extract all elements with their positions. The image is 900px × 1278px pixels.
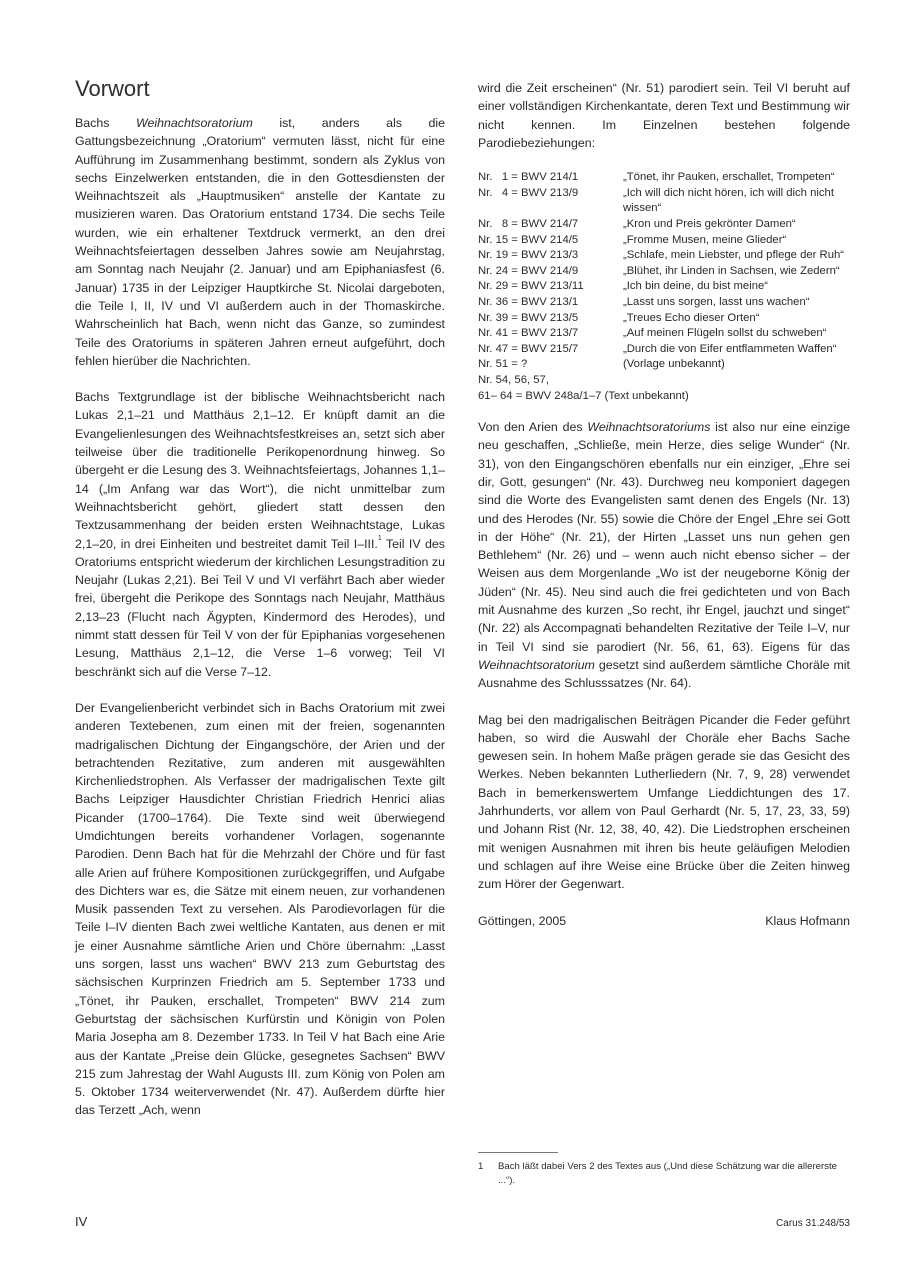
parody-number: Nr. 8 = BWV 214/7 — [478, 217, 579, 230]
parody-number: Nr. 39 = BWV 213/5 — [478, 311, 579, 324]
parody-number: Nr. 47 = BWV 215/7 — [478, 342, 579, 355]
paragraph-intro — [75, 114, 445, 370]
parody-text: „Fromme Musen, meine Glieder“ — [623, 233, 787, 246]
text-run: Von den Arien des — [478, 420, 588, 435]
author-name: Klaus Hofmann — [765, 913, 850, 928]
catalog-number: Carus 31.248/53 — [776, 1218, 850, 1229]
list-item — [478, 357, 850, 373]
parody-text: „Auf meinen Flügeln sollst du schweben“ — [623, 327, 827, 340]
list-item — [478, 233, 850, 249]
text-run: Teil IV des Oratoriums entspricht wiederum der kirchlichen Lesungstradition zu Neujahr (Lukas 2,21). Bei Teil V und VI verfährt Bach aber wieder frei, übergeht die Perikope des Sonntags nach Neujahr, Matthäus 2,13–23 (Flucht nach Ägypten, Kindermord des Herodes), und nimmt statt dessen für Teil V von der für Epiphanias vorgesehenen Lesung, Matthäus 2,1–12, die Verse 1–6 vorweg; Teil VI beschränkt sich auf die Verse 7–12. — [75, 536, 445, 679]
list-item — [478, 311, 850, 327]
list-item — [478, 279, 850, 295]
paragraph-choraele — [478, 711, 850, 894]
parody-text: „Schlafe, mein Liebster, und pflege der Ruh“ — [623, 249, 845, 262]
parody-number: Nr. 29 = BWV 213/11 — [478, 280, 584, 293]
page-title: Vorwort — [75, 76, 150, 101]
paragraph-continuation: wird die Zeit erscheinen“ (Nr. 51) parodiert sein. Teil VI beruht auf einer vollständigen Kirchenkantate, deren Text und Bestimmung wir nicht kennen. Im Einzelnen bestehen folgende Parodiebeziehungen: — [478, 81, 850, 150]
text-run: ist, anders als die Gattungsbezeichnung „Oratorium“ vermuten lässt, nicht für eine Aufführung im Zusammenhang bestimmt, sondern als Zyklus von sechs Einzelwerken entstanden, die in den Gottesdiensten der Weihnachtszeit als „Hauptmusiken“ anstelle der Kantate zu musizieren waren. Das Oratorium entstand 1734. Die sechs Teile wurden, wie ein erhaltener Textdruck vermerkt, an den drei Weihnachtsfeiertagen desselben Jahres sowie am Neujahrstag, am Sonntag nach Neujahr (2. Januar) und am Epiphaniasfest (6. Januar) 1735 in der Leipziger Hauptkirche St. Nicolai dargeboten, die Teile I, II, IV und VI außerdem auch in der Thomaskirche. Wahrscheinlich hat Bach, wenn nicht das Ganze, so zumindest Teile des Oratoriums in späteren Jahren erneut aufgeführt, doch fehlen hierüber die Nachrichten. — [75, 116, 445, 368]
parody-text: „Treues Echo dieser Orten“ — [623, 311, 760, 324]
parody-number: Nr. 19 = BWV 213/3 — [478, 249, 579, 262]
parody-number: 61– 64 = BWV 248a/1–7 (Text unbekannt) — [478, 389, 689, 402]
place-date: Göttingen, 2005 — [478, 913, 567, 928]
parody-text: „Durch die von Eifer entflammeten Waffen“ — [623, 342, 837, 355]
left-column — [75, 114, 445, 1138]
parody-number: Nr. 51 = ? — [478, 358, 528, 371]
footnote-rule — [478, 1152, 558, 1153]
parody-text — [623, 373, 850, 389]
paragraph-arien — [478, 418, 850, 692]
work-title: Weihnachtsoratorium — [478, 657, 595, 672]
list-item — [478, 373, 850, 389]
signature — [478, 912, 850, 930]
parody-list — [478, 170, 850, 404]
parody-number: Nr. 36 = BWV 213/1 — [478, 295, 579, 308]
work-title: Weihnachtsoratoriums — [587, 420, 711, 435]
paragraph-textgrundlage — [75, 388, 445, 681]
parody-number: Nr. 15 = BWV 214/5 — [478, 233, 579, 246]
list-item — [478, 326, 850, 342]
parody-text — [689, 389, 850, 405]
parody-text: „Kron und Preis gekrönter Damen“ — [623, 217, 796, 230]
list-item — [478, 186, 850, 217]
list-item — [478, 389, 850, 405]
list-item — [478, 342, 850, 358]
parody-number: Nr. 41 = BWV 213/7 — [478, 327, 579, 340]
text-run: Bachs — [75, 116, 136, 130]
parody-text: „Lasst uns sorgen, lasst uns wachen“ — [623, 295, 810, 308]
list-item — [478, 295, 850, 311]
footnote-mark: 1 — [478, 1161, 484, 1172]
parody-text: „Tönet, ihr Pauken, erschallet, Trompeten“ — [623, 171, 835, 184]
footnote-text: Bach läßt dabei Vers 2 des Textes aus („Und diese Schätzung war die allererste ...“). — [498, 1161, 837, 1186]
right-column — [478, 79, 850, 930]
paragraph-evangelienbericht — [75, 699, 445, 1120]
text-run: gesetzt sind außerdem sämtliche Choräle mit Ausnahme des Schlusssatzes (Nr. 64). — [478, 657, 850, 691]
parody-text: (Vorlage unbekannt) — [623, 358, 725, 371]
list-item — [478, 170, 850, 186]
page-number: IV — [75, 1214, 88, 1229]
text-run: Der Evangelienbericht verbindet sich in Bachs Oratorium mit zwei anderen Textebenen, zum einen mit der freien, sogenannten madrigalischen Dichtung der Eingangschöre, der Arien und der betrachtenden Rezitative, zum anderen mit ausgewählten Kirchenliedstrophen. Als Verfasser der madrigalischen Texte gilt Bachs Leipziger Hausdichter Christian Friedrich Henrici alias Picander (1700–1764). Die Texte sind weit überwiegend Umdichtungen bereits vorhandener Vorlagen, sogenannte Parodien. Denn Bach hat für die Mehrzahl der Chöre und für fast alle Arien auf frühere Kompositionen zurückgegriffen, und Aufgabe des Dichters war es, die Sätze mit einem neuen, zur vorhandenen Musik passenden Text zu versehen. Als Parodievorlagen für die Teile I–IV dienten Bach zwei weltliche Kantaten, aus denen er mit je einer Ausnahme sämtliche Arien und Chöre übernahm: „Lasst uns sorgen, lasst uns wachen“ BWV 213 zum Geburtstag des sächsischen Kurprinzen Friedrich am 5. September 1733 und „Tönet, ihr Pauken, erschallet, Trompeten“ BWV 214 zum Geburtstag der sächsischen Kurfürstin und Königin von Polen Maria Josepha am 8. Dezember 1733. In Teil V hat Bach eine Arie aus der Kantate „Preise dein Glücke, gesegnetes Sachsen“ BWV 215 zum Jahrestag der Wahl Augusts III. zum König von Polen am 5. Oktober 1734 weiterverwendet (Nr. 47). Außerdem dürfte hier das Terzett „Ach, wenn — [75, 700, 445, 1118]
list-item — [478, 217, 850, 233]
parody-text: „Blühet, ihr Linden in Sachsen, wie Zedern“ — [623, 264, 840, 277]
parody-number: Nr. 24 = BWV 214/9 — [478, 264, 579, 277]
parody-number: Nr. 4 = BWV 213/9 — [478, 186, 579, 199]
list-item — [478, 264, 850, 280]
list-item — [478, 248, 850, 264]
work-title: Weihnachtsoratorium — [135, 116, 253, 130]
footnote — [478, 1160, 850, 1188]
footnote-ref: 1 — [377, 534, 382, 542]
parody-number: Nr. 1 = BWV 214/1 — [478, 171, 579, 184]
parody-text: „Ich will dich nicht hören, ich will dich nicht wissen“ — [623, 186, 834, 215]
parody-text: „Ich bin deine, du bist meine“ — [623, 280, 769, 293]
text-run: Mag bei den madrigalischen Beiträgen Picander die Feder geführt haben, so wird die Auswahl der Choräle eher Bachs Sache gewesen sein. In hohem Maße prägen gerade sie das Gesicht des Werkes. Neben bekannten Lutherliedern (Nr. 7, 9, 28) verwendet Bach in bemerkenswertem Umfange Lieddichtungen des 17. Jahrhunderts, vor allem von Paul Gerhardt (Nr. 5, 17, 23, 33, 59) und Johann Rist (Nr. 12, 38, 40, 42). Die Liedstrophen erscheinen mit wenigen Ausnahmen mit ihren bis heute geläufigen Melodien und schlagen auf ihre Weise eine Brücke über die Zeiten hinweg zum Hörer der Gegenwart. — [478, 712, 850, 892]
text-run: ist also nur eine einzige neu geschaffen, „Schließe, mein Herze, dies selige Wunder“ (Nr. 31), von den Eingangschören ebenfalls nur ein einziger, „Ehre sei dir, Gott, gesungen“ (Nr. 43). Durchweg neu komponiert dagegen sind die Worte des Evangelisten samt denen des Engels (Nr. 13) und des Herodes (Nr. 55) sowie die Chöre der Engel „Ehre sei Gott in der Höhe“ (Nr. 21), der Hirten „Lasset uns nun gehen gen Bethlehem“ (Nr. 26) und – wenn auch nicht ebenso sicher – der Weisen aus dem Morgenlande „Wo ist der neugeborne König der Jüden“ (Nr. 45). Neu sind auch die frei gedichteten und von Bach mit Ausnahme des kurzen „So recht, ihr Engel, jauchzt und singet“ (Nr. 22) als Accompagnati behandelten Rezitative der Teile I–V, nur in Teil VI sind sie parodiert (Nr. 56, 61, 63). Eigens für das — [478, 420, 850, 654]
text-run: Bachs Textgrundlage ist der biblische Weihnachtsbericht nach Lukas 2,1–21 und Matthäus 2,1–12. Er knüpft damit an die Evangelienlesungen des Weihnachtsfestkreises an, setzt sich aber teilweise über die traditionelle Perikopenordnung hinweg. So übergeht er die Lesung des 3. Weihnachtsfeiertags, Johannes 1,1–14 („Im Anfang war das Wort“), die nicht unmittelbar zum Weihnachtsbericht gehört, gliedert statt dessen den Textzusammenhang der beiden ersten Weihnachtstage, Lukas 2,1–20, in drei Einheiten und bestreitet damit Teil I–III. — [75, 390, 445, 551]
parody-number: Nr. 54, 56, 57, — [478, 373, 549, 386]
